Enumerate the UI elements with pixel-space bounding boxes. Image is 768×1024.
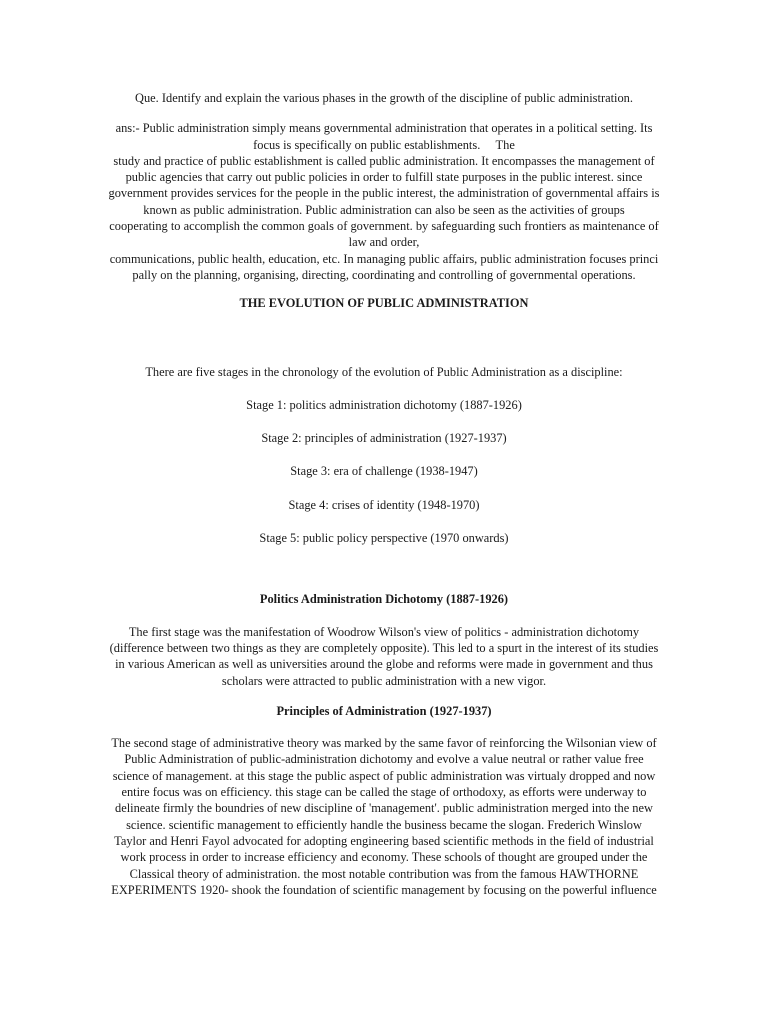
question-text: Que. Identify and explain the various phases in the growth of the discipline of public administration. xyxy=(135,91,633,105)
body-line: EXPERIMENTS 1920- shook the foundation of scientific management by focusing on the powerful influence xyxy=(111,882,657,897)
answer-line: government provides services for the people in the public interest, the administration of governmental affairs is xyxy=(108,186,660,201)
body-line: work process in order to increase efficiency and economy. These schools of thought are grouped under the xyxy=(120,850,648,865)
answer-line: focus is specifically on public establishments. The xyxy=(253,137,515,152)
body-line: in various American as well as universities around the globe and reforms were made in government and thus xyxy=(115,657,653,672)
answer-line: cooperating to accomplish the common goals of government. by safeguarding such frontiers as maintenance of xyxy=(109,219,659,234)
answer-line: study and practice of public establishment is called public administration. It encompasses the management of xyxy=(113,153,655,168)
body-line: Public Administration of public-administration dichotomy and evolve a value neutral or rather value free xyxy=(124,752,644,767)
body-line: The second stage of administrative theory was marked by the same favor of reinforcing the Wilsonian view of xyxy=(111,736,657,751)
answer-line: public agencies that carry out public policies in order to fulfill state purposes in the public interest. since xyxy=(125,170,643,185)
answer-line: pally on the planning, organising, directing, coordinating and controlling of governmental operations. xyxy=(132,267,636,282)
stage-item: Stage 5: public policy perspective (1970 onwards) xyxy=(259,531,509,546)
body-line: (difference between two things as they are completely opposite). This led to a spurt in the interest of its studies xyxy=(109,640,659,655)
answer-paragraph xyxy=(88,120,680,283)
body-line: The first stage was the manifestation of Woodrow Wilson's view of politics - administration dichotomy xyxy=(128,624,640,639)
answer-line: known as public administration. Public administration can also be seen as the activities of groups xyxy=(143,202,625,217)
section-heading-principles: Principles of Administration (1927-1937) xyxy=(276,703,492,718)
body-line: Taylor and Henri Fayol advocated for adopting engineering based scientific methods in the field of industrial xyxy=(114,833,654,848)
answer-line: law and order, xyxy=(348,235,420,250)
section-body-dichotomy xyxy=(88,624,680,689)
stage-item: Stage 2: principles of administration (1927-1937) xyxy=(261,431,507,446)
answer-line: communications, public health, education, etc. In managing public affairs, public administration focuses princi xyxy=(109,251,659,266)
answer-line: ans:- Public administration simply means governmental administration that operates in a political setting. Its xyxy=(115,121,653,136)
stage-item: Stage 4: crises of identity (1948-1970) xyxy=(288,497,480,512)
stage-item: Stage 3: era of challenge (1938-1947) xyxy=(290,464,478,479)
body-line: delineate firmly the boundries of new discipline of 'management'. public administration merged into the new xyxy=(115,801,653,816)
body-line: entire focus was on efficiency. this stage can be called the stage of orthodoxy, as efforts were underway to xyxy=(121,785,647,800)
section-heading-dichotomy: Politics Administration Dichotomy (1887-1926) xyxy=(259,592,509,607)
evolution-heading: THE EVOLUTION OF PUBLIC ADMINISTRATION xyxy=(239,296,529,311)
document-page xyxy=(88,90,680,898)
body-line: science. scientific management to efficiently handle the business became the slogan. Frederich Winslow xyxy=(126,817,642,832)
stage-item: Stage 1: politics administration dichotomy (1887-1926) xyxy=(246,397,522,412)
body-line: science of management. at this stage the public aspect of public administration was virtualy dropped and now xyxy=(112,768,656,783)
stages-intro: There are five stages in the chronology of the evolution of Public Administration as a discipline: xyxy=(145,364,623,379)
body-line: Classical theory of administration. the most notable contribution was from the famous HAWTHORNE xyxy=(129,866,639,881)
body-line: scholars were attracted to public administration with a new vigor. xyxy=(221,673,547,688)
section-body-principles xyxy=(88,735,680,898)
